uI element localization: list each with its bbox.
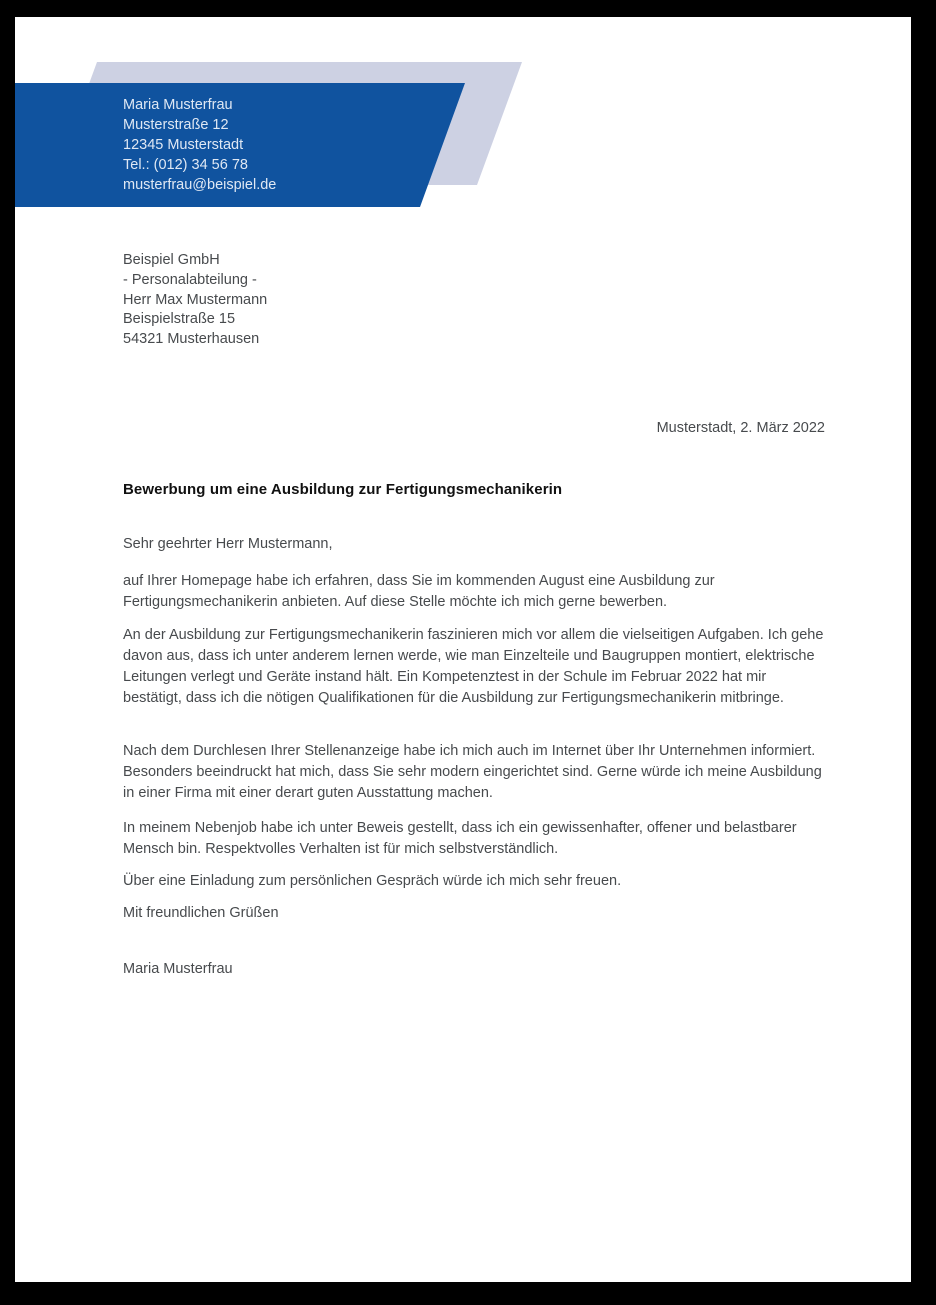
sender-city: 12345 Musterstadt <box>123 137 244 153</box>
sender-street: Musterstraße 12 <box>123 117 229 133</box>
salutation: Sehr geehrter Herr Mustermann, <box>123 536 333 552</box>
recipient-address-block <box>123 251 267 350</box>
sender-email: musterfrau@beispiel.de <box>123 177 277 193</box>
recipient-department: - Personalabteilung - <box>123 271 257 288</box>
recipient-street: Beispielstraße 15 <box>123 311 236 328</box>
sender-address-block <box>123 95 276 195</box>
sender-phone: Tel.: (012) 34 56 78 <box>123 157 248 173</box>
body-paragraph: In meinem Nebenjob habe ich unter Beweis gestellt, dass ich ein gewissenhafter, offener und belastbarer Mensch bin. Respektvolles Verhalten ist für mich selbstverständlich. <box>123 820 797 857</box>
body-paragraph: auf Ihrer Homepage habe ich erfahren, dass Sie im kommenden August eine Ausbildung zur Fertigungsmechanikerin anbieten. Auf diese Stelle möchte ich mich gerne bewerben. <box>123 573 715 610</box>
closing-phrase: Mit freundlichen Grüßen <box>123 905 279 921</box>
recipient-company: Beispiel GmbH <box>123 252 220 268</box>
sender-name: Maria Musterfrau <box>123 97 233 113</box>
body-paragraph: Nach dem Durchlesen Ihrer Stellenanzeige habe ich mich auch im Internet über Ihr Unternehmen informiert. Besonders beeindruckt hat mich, dass Sie sehr modern eingerichtet sind. Gerne würde ich meine Ausbildung in einer Firma mit einer derart guten Ausstattung machen. <box>123 743 822 801</box>
signature-name: Maria Musterfrau <box>123 961 233 977</box>
recipient-city: 54321 Musterhausen <box>123 331 260 348</box>
body-paragraph: Über eine Einladung zum persönlichen Gespräch würde ich mich sehr freuen. <box>123 873 622 889</box>
subject-line: Bewerbung um eine Ausbildung zur Fertigungsmechanikerin <box>123 481 563 498</box>
date-line: Musterstadt, 2. März 2022 <box>656 420 825 436</box>
body-paragraph: An der Ausbildung zur Fertigungsmechanikerin faszinieren mich vor allem die vielseitigen Aufgaben. Ich gehe davon aus, dass ich unter anderem lernen werde, wie man Einzelteile und Baugruppen montiert, elektrische Leitungen verlegt und Geräte instand hält. Ein Kompetenztest in der Schule im Februar 2022 hat mir bestätigt, dass ich die nötigen Qualifikationen für die Ausbildung zur Fertigungsmechanikerin mitbringe. <box>123 627 824 706</box>
recipient-contact: Herr Max Mustermann <box>123 291 268 308</box>
letter-page <box>15 17 911 1282</box>
